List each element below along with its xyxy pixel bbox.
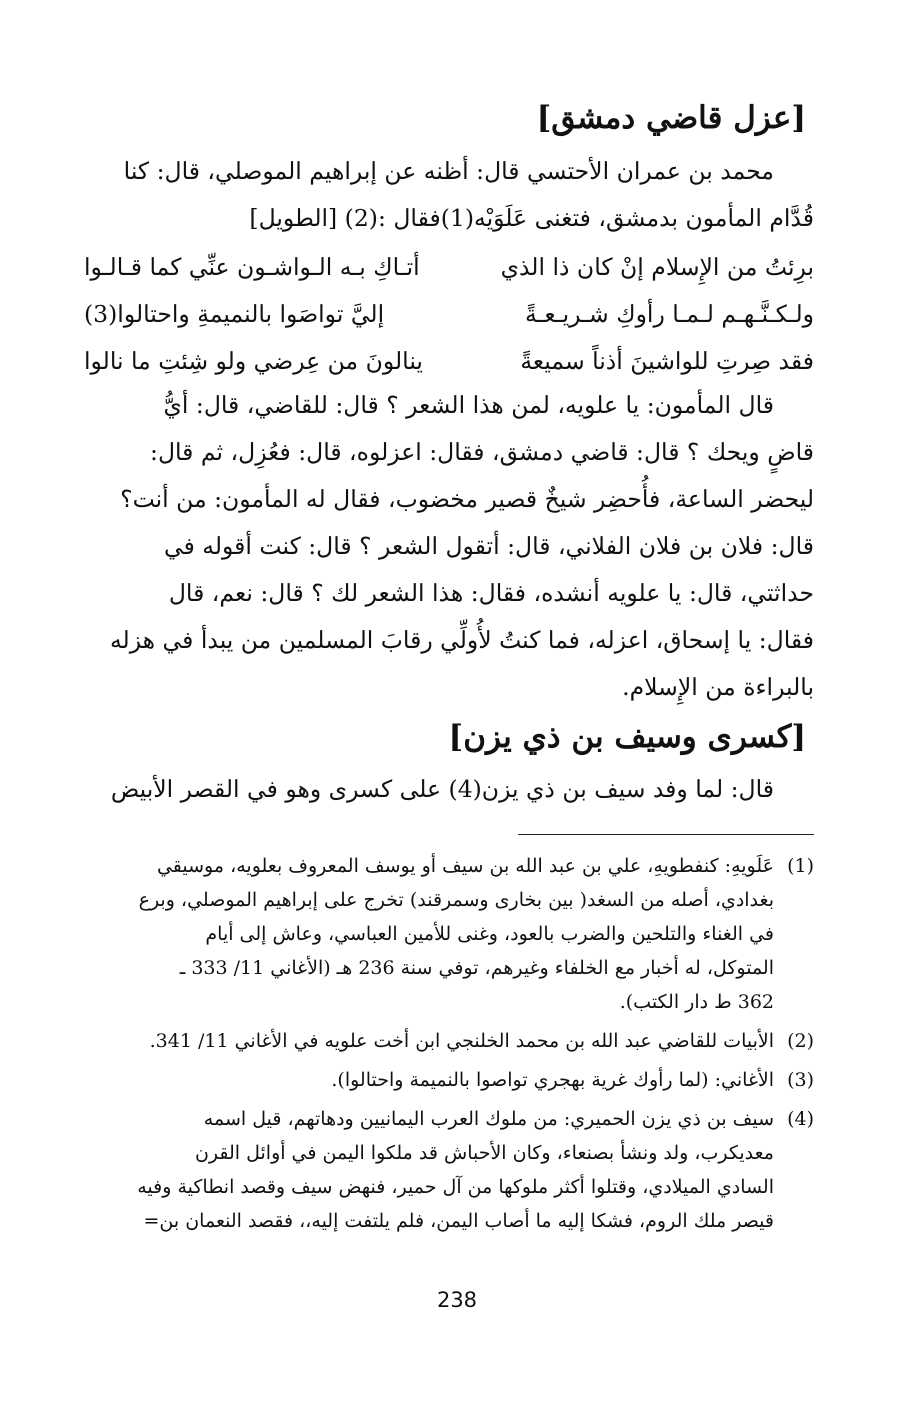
text-line: قاضٍ ويحك ؟ قال: قاضي دمشق، فقال: اعزلوه، قال: فعُزِل، ثم قال: — [150, 438, 814, 466]
footnote-line: سيف بن ذي يزن الحميري: من ملوك العرب اليمانيين ودهاتهم، قيل اسمه — [203, 1108, 774, 1130]
poem — [84, 244, 814, 385]
section-heading-khosrow: [كسرى وسيف بن ذي يزن] — [448, 719, 806, 755]
footnote-line: 362 ط دار الكتب). — [619, 991, 774, 1013]
footnotes — [84, 849, 814, 1243]
verse-second-hemistich: إليَّ تواصَوا بالنميمةِ واحتالوا(3) — [84, 300, 385, 328]
text-line: فقال: يا إسحاق، اعزله، فما كنتُ لأُولِّي رقابَ المسلمين من يبدأ في هزله — [109, 626, 814, 654]
footnote-line: الأبيات للقاضي عبد الله بن محمد الخلنجي ابن أخت علويه في الأغاني 11/ 341. — [149, 1030, 774, 1052]
verse-first-hemistich: ولـكـنَّـهـم لـمـا رأوكِ شـريـعـةً — [524, 300, 814, 328]
footnote-line: الأغاني: (لما رأوك غرية بهجري تواصوا بالنميمة واحتالوا). — [331, 1069, 774, 1091]
footnote-line: بغدادي، أصله من السغد( بين بخارى وسمرقند) تخرج على إبراهيم الموصلي، وبرع — [138, 889, 774, 911]
footnote-number: (2) — [787, 1030, 814, 1052]
text-line: محمد بن عمران الأحتسي قال: أظنه عن إبراهيم الموصلي، قال: كنا — [123, 157, 774, 185]
footnote-text — [84, 1102, 774, 1238]
footnote — [84, 1102, 814, 1238]
footnote-line: المتوكل، له أخبار مع الخلفاء وغيرهم، توفي سنة 236 هـ (الأغاني 11/ 333 ـ — [179, 957, 774, 979]
footnote — [84, 849, 814, 1019]
verse-second-hemistich: أتـاكِ بـه الـواشـون عنِّي كما قـالـوا — [84, 253, 420, 281]
page-number: 238 — [436, 1288, 478, 1312]
text-line: قال المأمون: يا علويه، لمن هذا الشعر ؟ قال: للقاضي، قال: أيُّ — [163, 391, 774, 419]
khosrow-paragraph — [84, 766, 814, 813]
verse-line — [84, 244, 814, 291]
footnote-number: (4) — [787, 1108, 814, 1130]
footnote-text — [84, 1063, 774, 1097]
verse-second-hemistich: ينالونَ من عِرضي ولو شِئتِ ما نالوا — [84, 347, 423, 375]
footnote-line: قيصر ملك الروم، فشكا إليه ما أصاب اليمن، فلم يلتفت إليه،، فقصد النعمان بن= — [143, 1210, 774, 1232]
footnote-number: (3) — [787, 1069, 814, 1091]
intro-paragraph — [84, 148, 814, 242]
footnote-text — [84, 849, 774, 1019]
text-line: حداثتي، قال: يا علويه أنشده، فقال: هذا الشعر لك ؟ قال: نعم، قال — [168, 579, 814, 607]
verse-first-hemistich: برِئتُ من الإِسلام إنْ كان ذا الذي — [500, 253, 814, 281]
story-paragraph — [84, 382, 814, 711]
verse-first-hemistich: فقد صِرتِ للواشينَ أذناً سميعةً — [520, 347, 814, 375]
text-line: قال: لما وفد سيف بن ذي يزن(4) على كسرى وهو في القصر الأبيض — [110, 775, 774, 803]
verse-line — [84, 338, 814, 385]
text-line: بالبراءة من الإِسلام. — [622, 673, 814, 701]
footnote-number: (1) — [787, 855, 814, 877]
footnote-line: في الغناء والتلحين والضرب بالعود، وغنى للأمين العباسي، وعاش إلى أيام — [205, 923, 774, 945]
footnote-line: السادي الميلادي، وقتلوا أكثر ملوكها من آل حمير، فنهض سيف وقصد انطاكية وفيه — [137, 1176, 774, 1198]
footnote-line: معديكرب، ولد ونشأ بصنعاء، وكان الأحباش قد ملكوا اليمن في أوائل القرن — [194, 1142, 774, 1164]
footnote — [84, 1024, 814, 1058]
text-line: قُدَّام المأمون بدمشق، فتغنى عَلَوَيْه(1)فقال :(2) [الطويل] — [249, 204, 814, 232]
footnote — [84, 1063, 814, 1097]
text-line: ليحضر الساعة، فأُحضِر شيخٌ قصير مخضوب، فقال له المأمون: من أنت؟ — [120, 485, 814, 513]
section-heading-damascus-judge: [عزل قاضي دمشق] — [536, 100, 806, 136]
footnote-line: عَلَويهِ: كنفطويهِ، علي بن عبد الله بن سيف أو يوسف المعروف بعلويه، موسيقي — [156, 855, 774, 877]
footnote-divider — [518, 834, 814, 835]
footnote-text — [84, 1024, 774, 1058]
verse-line — [84, 291, 814, 338]
text-line: قال: فلان بن فلان الفلاني، قال: أتقول الشعر ؟ قال: كنت أقوله في — [163, 532, 814, 560]
